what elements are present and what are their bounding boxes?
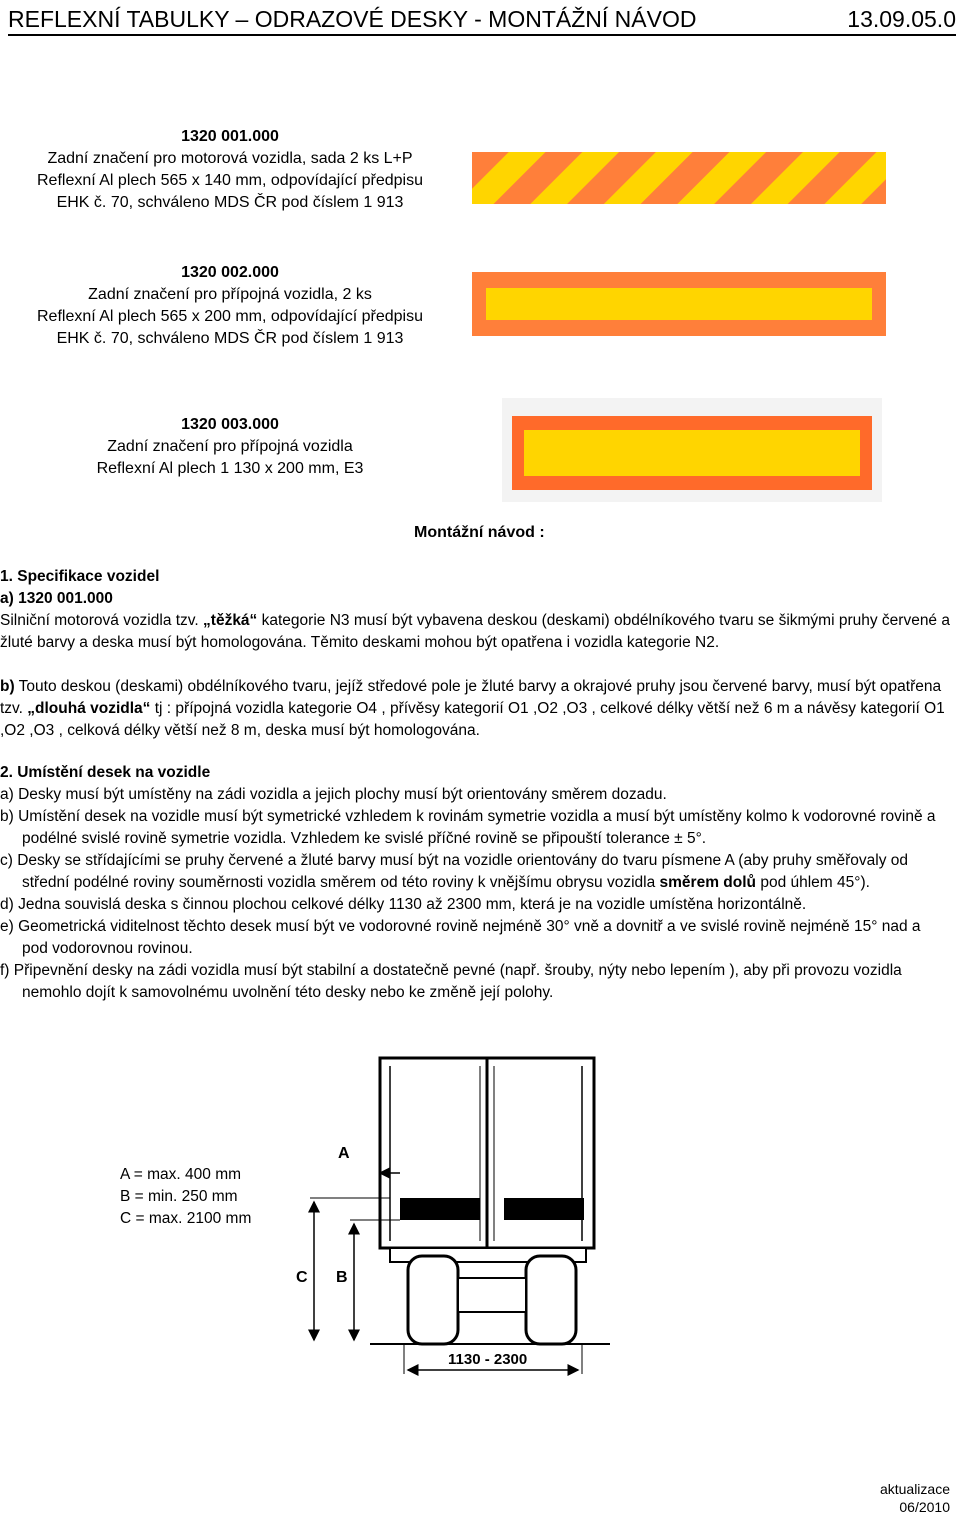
product-spec: Reflexní Al plech 565 x 200 mm, odpovídající předpisu bbox=[37, 308, 423, 325]
list-item: e) Geometrická viditelnost těchto desek musí být ve vodorovné rovině nejméně 30° vně a dovnitř a ve svislé rovině nejméně 15° nad a pod vodorovnou rovinou. bbox=[0, 918, 921, 957]
paragraph-a bbox=[0, 610, 956, 654]
dimension-b-label: B bbox=[336, 1269, 348, 1286]
dimension-a-label: A bbox=[338, 1145, 350, 1162]
list-item: b) Umístění desek na vozidle musí být symetrické vzhledem k rovinám symetrie vozidla a musí být umístěny kolmo k vodorovné rovině a podélné svislé rovině symetrie vozidla. Vzhledem ke svislé příčné rovině se připouští tolerance ± 5°. bbox=[0, 808, 936, 847]
document-code: 13.09.05.0 bbox=[847, 6, 956, 32]
reflective-plate-right bbox=[504, 1198, 584, 1220]
section-placement bbox=[0, 762, 945, 1004]
text-bold: b) bbox=[0, 678, 15, 695]
legend-item: C = max. 2100 mm bbox=[120, 1210, 252, 1227]
product-3 bbox=[20, 414, 440, 480]
list-item: a) Desky musí být umístěny na zádi vozidla a jejich plochy musí být orientovány směrem dozadu. bbox=[0, 786, 667, 803]
product-2 bbox=[20, 262, 440, 350]
footer-date: 06/2010 bbox=[899, 1499, 950, 1515]
product-approval: EHK č. 70, schváleno MDS ČR pod číslem 1 913 bbox=[56, 330, 404, 347]
list-item: d) Jedna souvislá deska s činnou plochou celkové délky 1130 až 2300 mm, která je na vozidle umístěna horizontálně. bbox=[0, 896, 807, 913]
section-specification bbox=[0, 566, 956, 742]
product-code: 1320 003.000 bbox=[181, 416, 279, 433]
product-code: 1320 002.000 bbox=[181, 264, 279, 281]
footer-update bbox=[880, 1480, 950, 1516]
wheel-right bbox=[526, 1256, 576, 1344]
plate-bordered-image bbox=[472, 272, 886, 336]
text-bold: směrem dolů bbox=[659, 874, 757, 891]
legend-item: A = max. 400 mm bbox=[120, 1166, 242, 1183]
product-approval: EHK č. 70, schváleno MDS ČR pod číslem 1 913 bbox=[56, 194, 404, 211]
paragraph-b bbox=[0, 676, 956, 742]
footer-line: aktualizace bbox=[879, 1481, 950, 1497]
plate-striped-image bbox=[472, 152, 886, 204]
montage-title: Montážní návod : bbox=[414, 524, 545, 541]
width-dimension-label: 1130 - 2300 bbox=[448, 1351, 528, 1368]
wheel-left bbox=[408, 1256, 458, 1344]
product-name: Zadní značení pro přípojná vozidla, 2 ks bbox=[88, 286, 372, 303]
page-header bbox=[8, 4, 956, 36]
dimension-legend bbox=[120, 1164, 251, 1230]
text-run: Touto deskou (deskami) obdélníkového tvaru, jejíž středové pole je žluté barvy a okrajové pruhy jsou červené barvy, musí být opatřena tzv. bbox=[0, 678, 942, 717]
vehicle-rear-diagram bbox=[270, 1026, 630, 1386]
list-item: f) Připevnění desky na zádi vozidla musí být stabilní a dostatečně pevné (např. šrouby, nýty nebo lepením ), aby při provozu vozidla nemohlo dojít k samovolnému uvolnění této desky nebo ke změně její polohy. bbox=[0, 962, 902, 1001]
text-run: Silniční motorová vozidla tzv. bbox=[0, 612, 199, 629]
product-code: 1320 001.000 bbox=[181, 128, 279, 145]
text-run: pod úhlem 45°). bbox=[760, 874, 870, 891]
reflective-plate-left bbox=[400, 1198, 480, 1220]
text-bold: „těžká“ bbox=[203, 612, 258, 629]
axle bbox=[458, 1278, 526, 1312]
subsection-heading: a) 1320 001.000 bbox=[0, 590, 113, 607]
text-run: kategorie N3 musí být vybavena deskou (deskami) obdélníkového tvaru se šikmými pruhy červené a žluté barvy a deska musí být homologována. Těmito deskami mohou být opatřena i vozidla kategorie N2. bbox=[0, 612, 950, 651]
document-title: REFLEXNÍ TABULKY – ODRAZOVÉ DESKY - MONTÁŽNÍ NÁVOD bbox=[8, 6, 697, 32]
legend-item: B = min. 250 mm bbox=[120, 1188, 238, 1205]
product-name: Zadní značení pro motorová vozidla, sada 2 ks L+P bbox=[47, 150, 413, 167]
text-bold: „dlouhá vozidla“ bbox=[27, 700, 151, 717]
product-1 bbox=[20, 126, 440, 214]
text-run: c) Desky se střídajícími se pruhy červené a žluté barvy musí být na vozidle orientovány do tvaru písmene A (aby pruhy směřovaly od střední podélné roviny souměrnosti vozidla směrem od této roviny k vnějšímu obrysu vozidla bbox=[0, 852, 909, 891]
product-spec: Reflexní Al plech 565 x 140 mm, odpovídající předpisu bbox=[37, 172, 423, 189]
section-heading: 1. Specifikace vozidel bbox=[0, 568, 160, 585]
product-name: Zadní značení pro přípojná vozidla bbox=[107, 438, 353, 455]
product-spec: Reflexní Al plech 1 130 x 200 mm, E3 bbox=[96, 460, 364, 477]
list-item bbox=[0, 850, 945, 894]
plate-long-image bbox=[502, 398, 882, 502]
section-heading: 2. Umístění desek na vozidle bbox=[0, 764, 211, 781]
text-run: tj : přípojná vozidla kategorie O4 , přívěsy kategorií O1 ,O2 ,O3 , celkové délky větší než 6 m a návěsy kategorií O1 ,O2 ,O3 , celková délky větší než 8 m, deska musí být homologována. bbox=[0, 700, 945, 739]
dimension-c-label: C bbox=[296, 1269, 308, 1286]
